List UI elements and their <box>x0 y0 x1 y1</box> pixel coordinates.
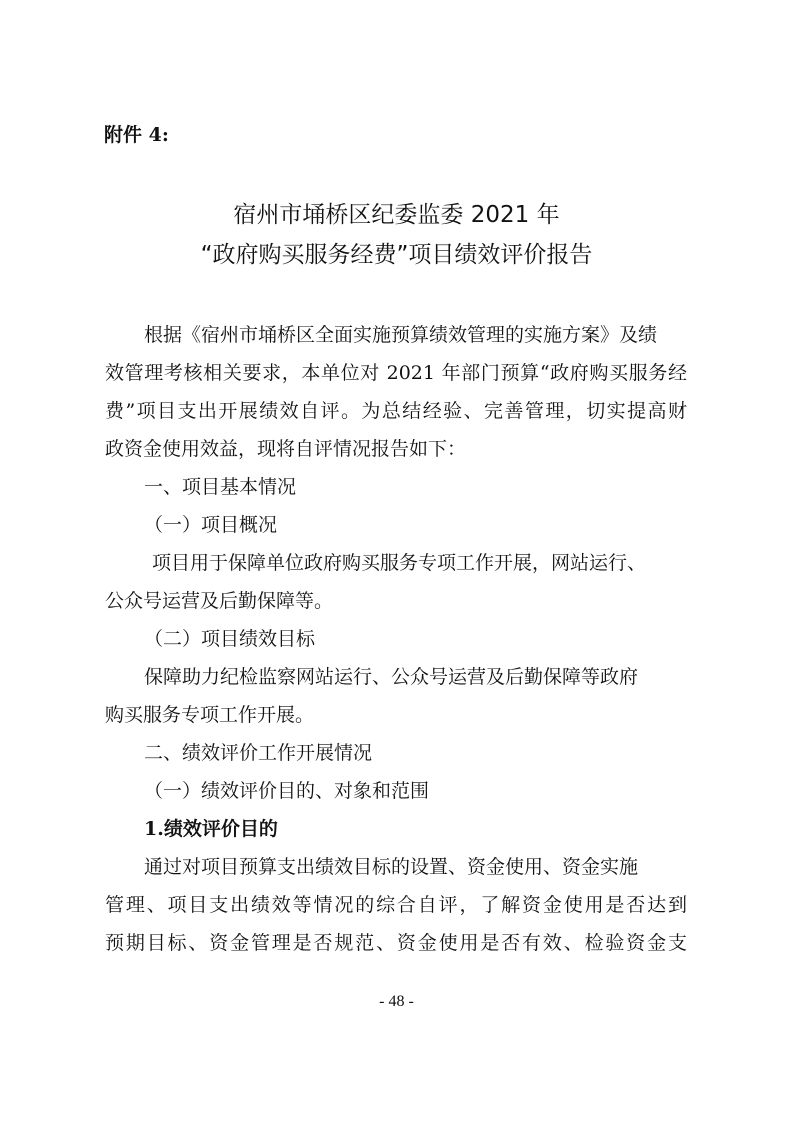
item-heading: 1.绩效评价目的 <box>144 818 278 840</box>
paragraph-line: 保障助力纪检监察网站运行、公众号运营及后勤保障等政府 <box>144 666 639 688</box>
attachment-label: 附件 4: <box>104 124 169 146</box>
intro-line: 效管理考核相关要求，本单位对 2021 年部门预算“政府购买服务经 <box>105 362 687 384</box>
paragraph-line: 预期目标、资金管理是否规范、资金使用是否有效、检验资金支 <box>105 932 687 954</box>
subsection-heading: （一）绩效评价目的、对象和范围 <box>144 780 430 802</box>
section-heading: 一、项目基本情况 <box>144 476 297 498</box>
paragraph-line: 管理、项目支出绩效等情况的综合自评，了解资金使用是否达到 <box>105 894 687 916</box>
page-number: - 48 - <box>379 993 414 1010</box>
intro-line: 政资金使用效益，现将自评情况报告如下： <box>105 438 467 460</box>
intro-line: 根据《宿州市埇桥区全面实施预算绩效管理的实施方案》及绩 <box>144 324 658 346</box>
report-title-line-2: “政府购买服务经费”项目绩效评价报告 <box>200 242 593 268</box>
report-title-line-1: 宿州市埇桥区纪委监委 2021 年 <box>233 202 560 228</box>
paragraph-line: 通过对项目预算支出绩效目标的设置、资金使用、资金实施 <box>144 856 639 878</box>
subsection-heading: （二）项目绩效目标 <box>144 628 316 650</box>
subsection-heading: （一）项目概况 <box>144 514 278 536</box>
paragraph-line: 购买服务专项工作开展。 <box>105 704 315 726</box>
section-heading: 二、绩效评价工作开展情况 <box>144 742 373 764</box>
paragraph-line: 公众号运营及后勤保障等。 <box>105 590 334 612</box>
intro-line: 费”项目支出开展绩效自评。为总结经验、完善管理，切实提高财 <box>105 400 687 422</box>
paragraph-line: 项目用于保障单位政府购买服务专项工作开展，网站运行、 <box>152 552 647 574</box>
